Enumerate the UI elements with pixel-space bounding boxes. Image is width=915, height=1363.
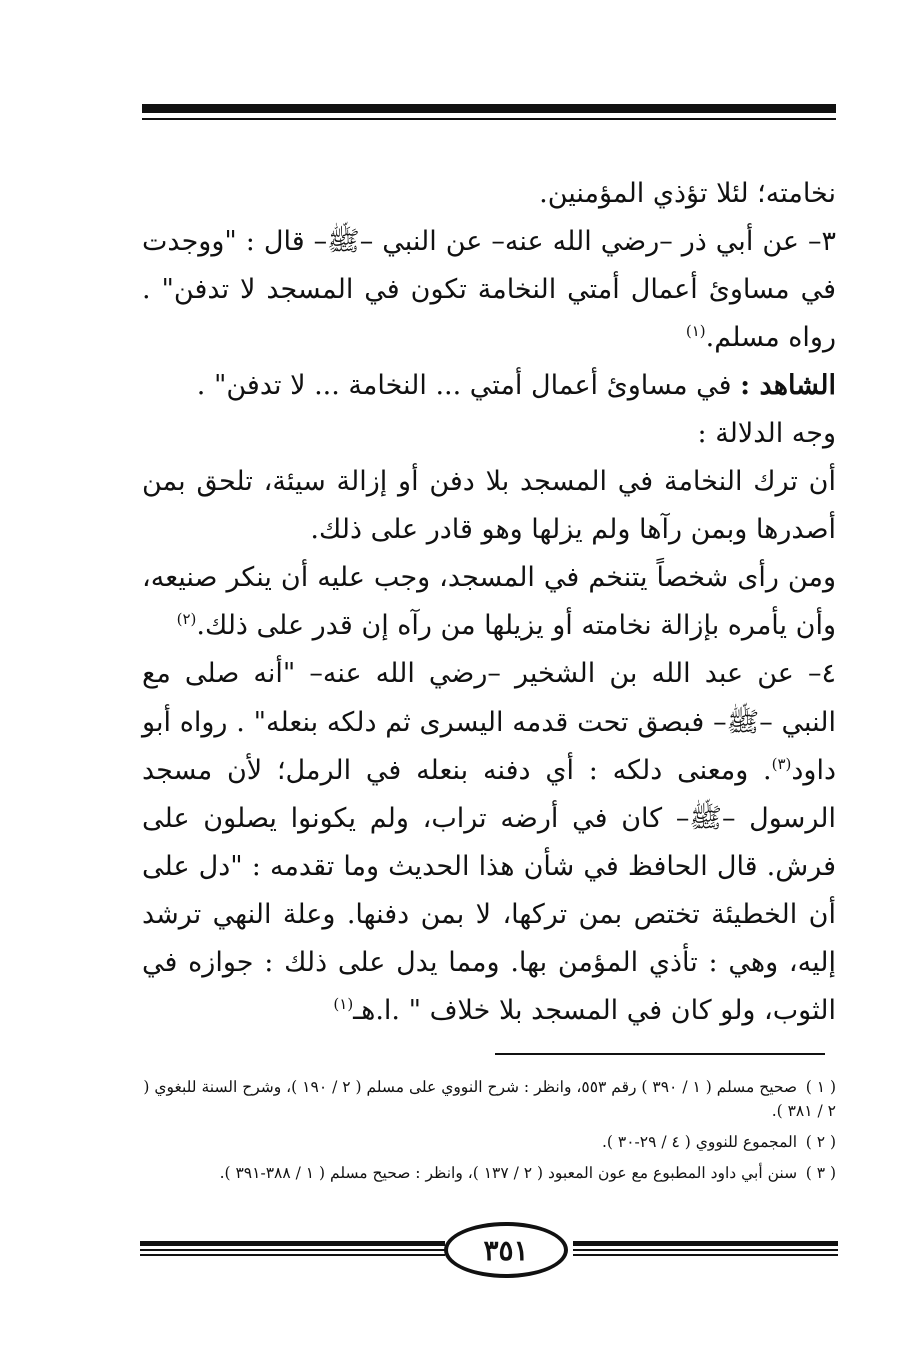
paragraph-hadith-3: ٣– عن أبي ذر –رضي الله عنه– عن النبي –ﷺ– قال : "ووجدت في مساوئ أعمال أمتي النخامة تكون في المسجد لا تدفن" . رواه مسلم.$^{(١)}$ <box>142 226 836 354</box>
footnote-ref-3: (٣) <box>771 754 792 773</box>
paragraph-dalala-heading: وجه الدلالة : <box>697 418 836 450</box>
footnote-ref-4: (١) <box>333 994 354 1013</box>
paragraph-inkar: ومن رأى شخصاً يتنخم في المسجد، وجب عليه أن ينكر صنيعه، وأن يأمره بإزالة نخامته أو يزيلها من رآه إن قدر على ذلك.$^{(٢)}$ <box>142 562 836 642</box>
paragraph-hadith-4: ٤– عن عبد الله بن الشخير –رضي الله عنه– "أنه صلى مع النبي –ﷺ– فبصق تحت قدمه اليسرى ثم دلكه بنعله" . رواه أبو داود$^{(٣)}$. ومعنى دلكه : أي دفنه بنعله في الرمل؛ لأن مسجد الرسول –ﷺ– كان في أرضه تراب، ولم يكونوا يصلون على فرش. قال الحافظ في شأن هذا الحديث وما تقدمه : "دل على أن الخطيئة تختص بمن تركها، لا بمن دفنها. وعلة النهي ترشد إليه، وهي : تأذي المؤمن بها. ومما يدل على ذلك : جوازه في الثوب، ولو كان في المسجد بلا خلاف " .ا.هـ$^{(١)}$ <box>142 658 836 1026</box>
page-number: ٣٥١ <box>444 1222 568 1278</box>
footnote-separator <box>495 1053 825 1055</box>
footnote-1: ( ١ ) صحيح مسلم ( ١ / ٣٩٠ ) رقم ٥٥٣، وانظر : شرح النووي على مسلم ( ٢ / ١٩٠ )، وشرح السنة للبغوي ( ٢ / ٣٨١ ). <box>143 1078 836 1121</box>
footnote-ref-2: (٢) <box>176 610 197 629</box>
header-rule-thin <box>142 118 836 120</box>
footnote-2: ( ٢ ) المجموع للنووي ( ٤ / ٢٩-٣٠ ). <box>601 1133 836 1152</box>
footnote-ref-1: (١) <box>685 322 706 341</box>
footnote-3: ( ٣ ) سنن أبي داود المطبوع مع عون المعبود ( ٢ / ١٣٧ )، وانظر : صحيح مسلم ( ١ / ٣٨٨-٣٩١ ). <box>219 1164 836 1183</box>
footer-rule-right-thin <box>573 1249 838 1251</box>
footer-rule-left-thin <box>140 1249 445 1251</box>
footer-rule-right-thick <box>573 1241 838 1246</box>
main-text <box>142 170 836 1035</box>
header-rule-thick <box>142 104 836 113</box>
paragraph-dalala: أن ترك النخامة في المسجد بلا دفن أو إزالة سيئة، تلحق بمن أصدرها وبمن رآها ولم يزلها وهو قادر على ذلك. <box>142 466 836 546</box>
footer-rule-left-thick <box>140 1241 445 1246</box>
paragraph-1: نخامته؛ لئلا تؤذي المؤمنين. <box>539 178 836 209</box>
footer-rule-right-thin-2 <box>573 1254 838 1256</box>
footnotes <box>142 1075 836 1192</box>
footer-rule-left-thin-2 <box>140 1254 445 1256</box>
shahid-label: الشاهد : <box>740 370 836 402</box>
paragraph-shahid: الشاهد : في مساوئ أعمال أمتي ... النخامة ... لا تدفن" . <box>196 370 836 402</box>
